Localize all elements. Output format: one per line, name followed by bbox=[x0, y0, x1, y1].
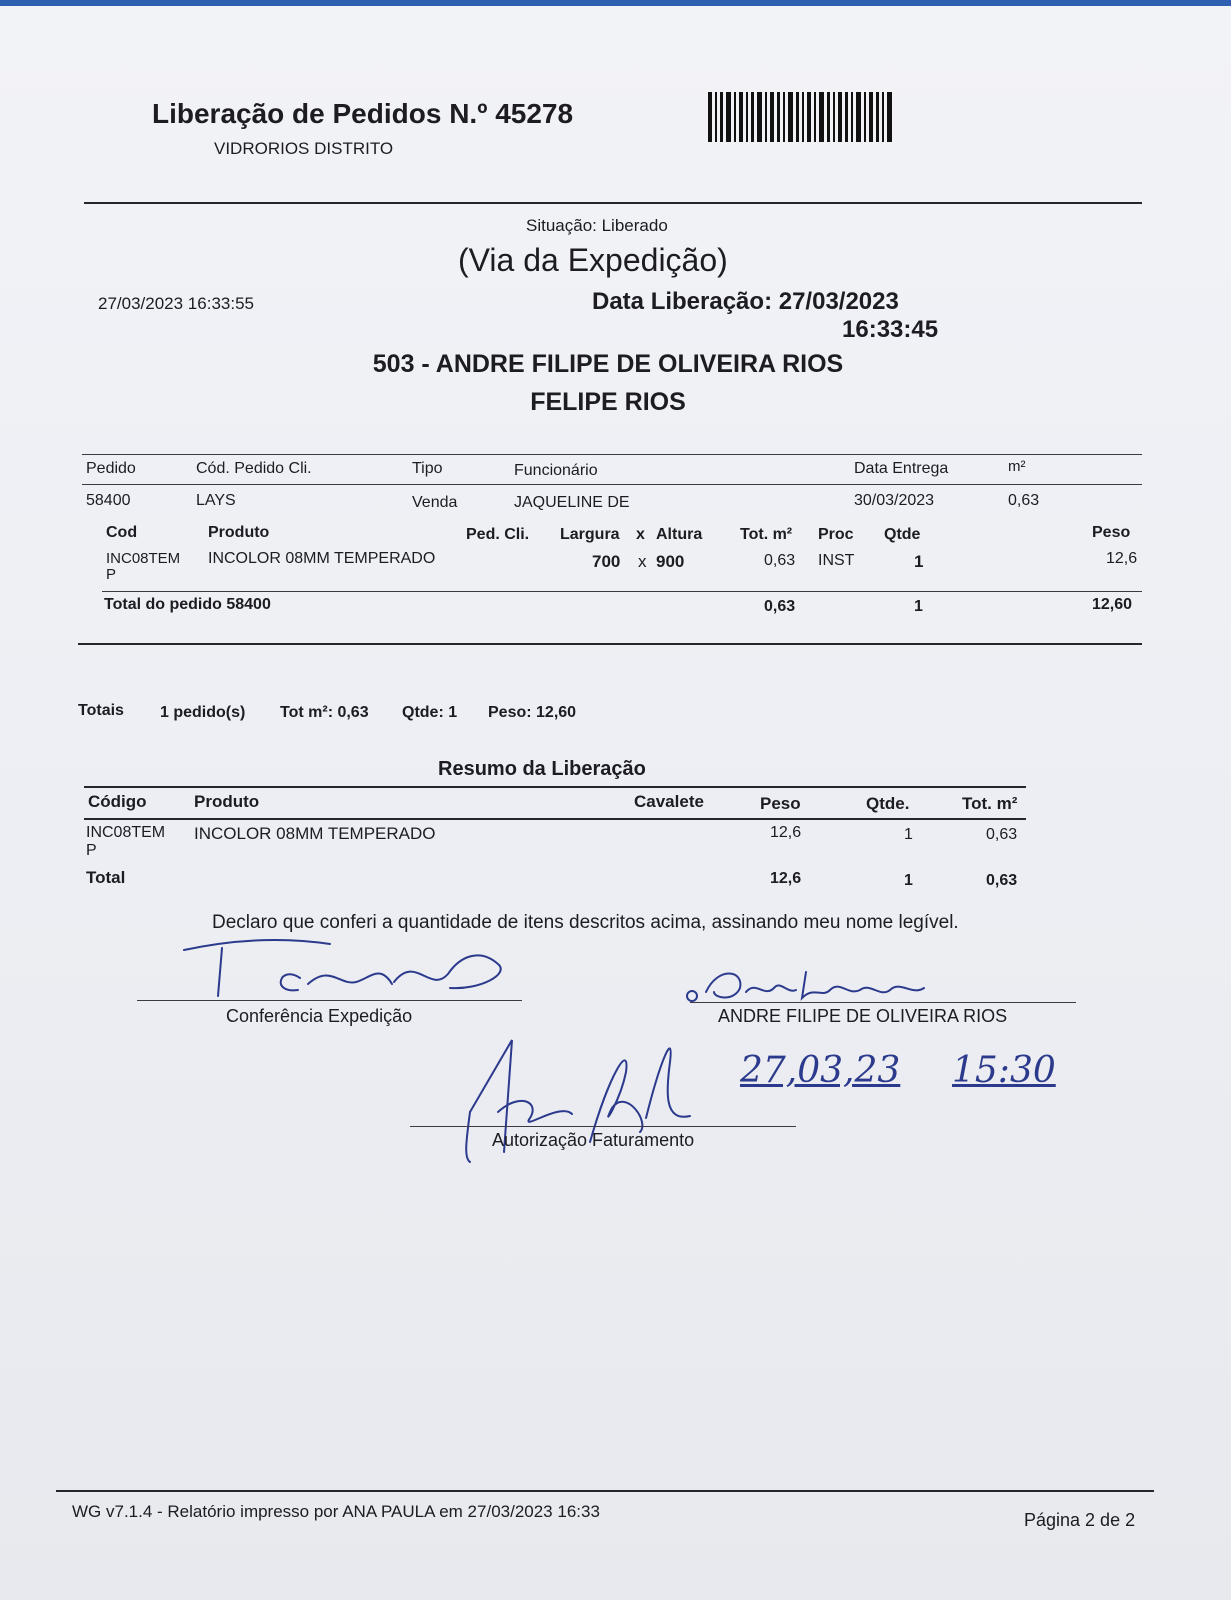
col-altura: Altura bbox=[656, 526, 703, 543]
col-x: x bbox=[636, 526, 645, 543]
order-total-peso: 12,60 bbox=[1092, 596, 1133, 613]
resumo-col-cavalete: Cavalete bbox=[634, 792, 704, 811]
cell-proc: INST bbox=[818, 552, 855, 569]
totais-label: Totais bbox=[78, 702, 124, 719]
col-pedido: Pedido bbox=[86, 460, 136, 477]
totais-pedidos: 1 pedido(s) bbox=[160, 704, 246, 721]
cell-funcionario: JAQUELINE DE bbox=[514, 494, 630, 511]
resumo-cell-codigo-wrap: P bbox=[86, 842, 97, 859]
client-nickname: FELIPE RIOS bbox=[530, 388, 686, 416]
conferencia-label: Conferência Expedição bbox=[226, 1006, 413, 1026]
company-name: VIDRORIOS DISTRITO bbox=[214, 139, 394, 158]
autorizacao-label: Autorização Faturamento bbox=[492, 1130, 695, 1150]
via-title: (Via da Expedição) bbox=[458, 242, 728, 278]
resumo-title: Resumo da Liberação bbox=[438, 758, 646, 780]
col-peso: Peso bbox=[1092, 524, 1131, 541]
resumo-col-codigo: Código bbox=[88, 792, 147, 811]
signature-conferencia bbox=[180, 934, 520, 1004]
situacao-text: Situação: Liberado bbox=[526, 216, 668, 235]
resumo-total-peso: 12,6 bbox=[770, 870, 802, 887]
cell-pedido: 58400 bbox=[86, 492, 131, 509]
col-qtde: Qtde bbox=[884, 526, 921, 543]
order-total-label: Total do pedido 58400 bbox=[104, 596, 271, 613]
resumo-cell-qtde: 1 bbox=[904, 826, 913, 843]
data-liberacao: Data Liberação: 27/03/2023 bbox=[592, 288, 899, 315]
col-tot-m2: Tot. m² bbox=[740, 526, 793, 543]
hora-liberacao: 16:33:45 bbox=[842, 316, 939, 343]
handwritten-date: 27,03,23 bbox=[740, 1050, 901, 1091]
declaration-text: Declaro que conferi a quantidade de itens descritos acima, assinando meu nome legível. bbox=[212, 912, 959, 933]
col-produto: Produto bbox=[208, 524, 270, 541]
barcode bbox=[708, 92, 898, 142]
col-cod-pedido-cli: Cód. Pedido Cli. bbox=[196, 460, 312, 477]
cell-altura: 900 bbox=[656, 552, 685, 571]
cell-x: x bbox=[638, 552, 647, 571]
handwritten-time: 15:30 bbox=[952, 1050, 1056, 1091]
resumo-cell-tot-m2: 0,63 bbox=[986, 826, 1018, 843]
printed-datetime: 27/03/2023 16:33:55 bbox=[98, 294, 254, 313]
order-total-m2: 0,63 bbox=[764, 598, 796, 615]
footer-text: WG v7.1.4 - Relatório impresso por ANA PAULA em 27/03/2023 16:33 bbox=[72, 1502, 600, 1521]
resumo-col-tot-m2: Tot. m² bbox=[962, 794, 1018, 813]
col-largura: Largura bbox=[560, 526, 620, 543]
cell-m2: 0,63 bbox=[1008, 492, 1040, 509]
cell-cod-wrap: P bbox=[106, 566, 117, 583]
col-proc: Proc bbox=[818, 526, 854, 543]
cell-qtde: 1 bbox=[914, 552, 924, 571]
barcode-graphic bbox=[708, 92, 898, 142]
col-m2: m² bbox=[1008, 458, 1026, 475]
totais-qtde: Qtde: 1 bbox=[402, 704, 458, 721]
col-tipo: Tipo bbox=[412, 460, 443, 477]
resumo-cell-peso: 12,6 bbox=[770, 824, 802, 841]
resumo-col-produto: Produto bbox=[194, 792, 260, 811]
cell-produto: INCOLOR 08MM TEMPERADO bbox=[208, 550, 436, 567]
col-ped-cli: Ped. Cli. bbox=[466, 526, 530, 543]
client-name: 503 - ANDRE FILIPE DE OLIVEIRA RIOS bbox=[372, 350, 844, 378]
resumo-total-label: Total bbox=[86, 868, 126, 887]
resumo-col-qtde: Qtde. bbox=[866, 794, 910, 813]
totais-m2: Tot m²: 0,63 bbox=[280, 704, 369, 721]
cell-cod-pedido-cli: LAYS bbox=[196, 492, 236, 509]
order-total-qtde: 1 bbox=[914, 598, 923, 615]
page-number: Página 2 de 2 bbox=[1024, 1510, 1136, 1530]
col-cod: Cod bbox=[106, 524, 138, 541]
document-title: Liberação de Pedidos N.º 45278 bbox=[152, 98, 574, 129]
cell-cod: INC08TEM bbox=[106, 550, 181, 567]
totais-peso: Peso: 12,60 bbox=[488, 704, 577, 721]
resumo-total-tot-m2: 0,63 bbox=[986, 872, 1018, 889]
cell-tot-m2: 0,63 bbox=[764, 552, 796, 569]
cell-data-entrega: 30/03/2023 bbox=[854, 492, 935, 509]
resumo-total-qtde: 1 bbox=[904, 872, 913, 889]
col-data-entrega: Data Entrega bbox=[854, 460, 949, 477]
cell-tipo: Venda bbox=[412, 494, 458, 511]
document-page bbox=[0, 6, 1231, 1600]
signature-autorizacao bbox=[460, 1032, 720, 1172]
client-signature-name: ANDRE FILIPE DE OLIVEIRA RIOS bbox=[718, 1006, 1008, 1026]
cell-peso: 12,6 bbox=[1106, 550, 1138, 567]
resumo-cell-produto: INCOLOR 08MM TEMPERADO bbox=[194, 824, 436, 843]
cell-largura: 700 bbox=[592, 552, 621, 571]
col-funcionario: Funcionário bbox=[514, 462, 598, 479]
resumo-cell-codigo: INC08TEM bbox=[86, 824, 166, 841]
resumo-col-peso: Peso bbox=[760, 794, 801, 813]
